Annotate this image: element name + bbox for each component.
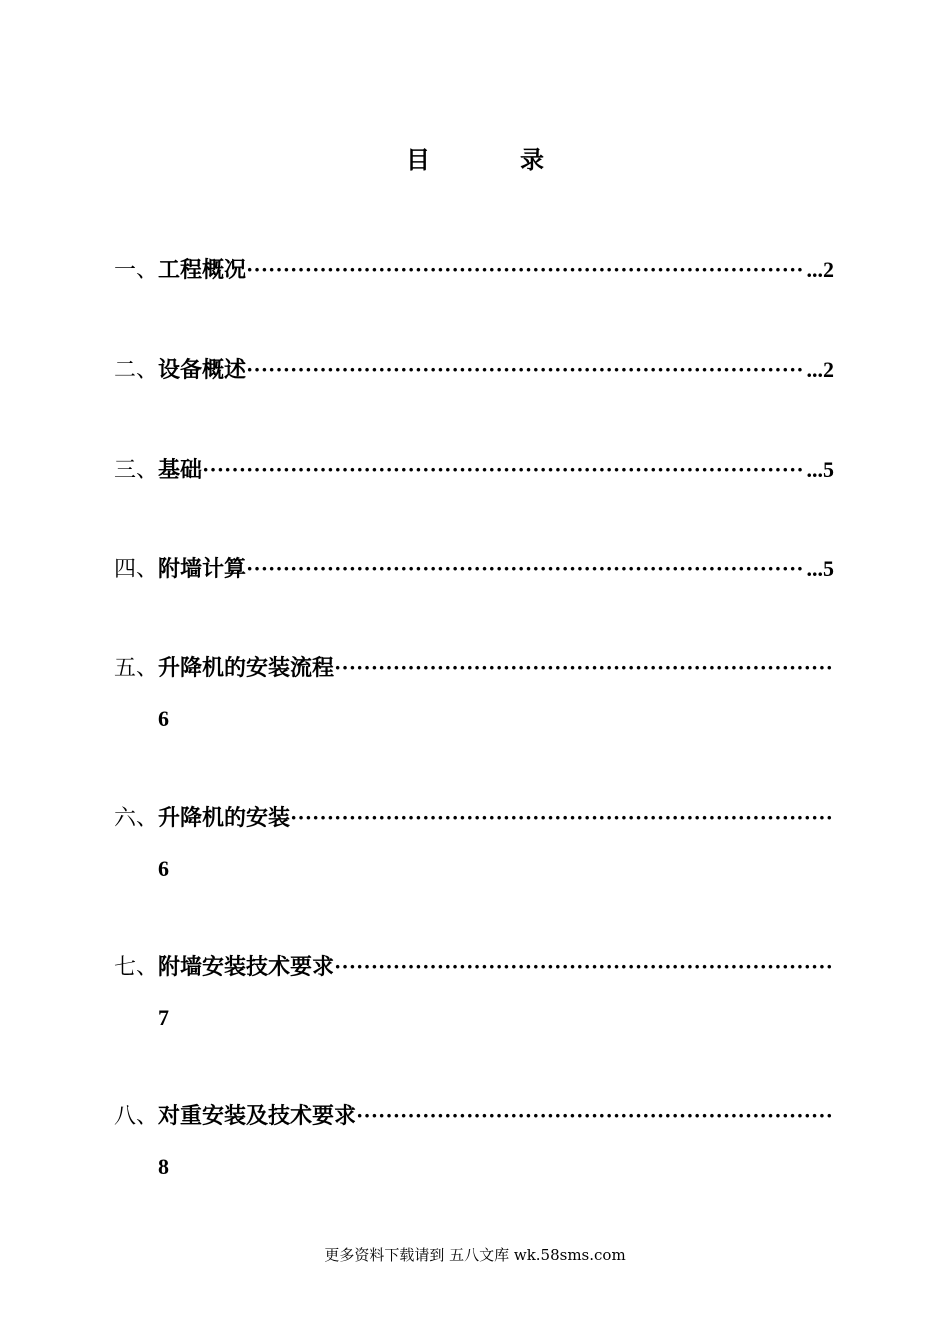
toc-entry-page: 8 (158, 1154, 169, 1179)
toc-entry-page: ...5 (806, 457, 834, 482)
toc-entry-label: 附墙计算 (158, 557, 247, 582)
toc-entry-number: 二、 (114, 358, 159, 383)
dot-leader (356, 1100, 832, 1132)
toc-entry-8[interactable] (114, 1100, 834, 1183)
toc-entry-page: ...5 (806, 556, 834, 581)
dot-leader (202, 454, 804, 486)
toc-title (0, 140, 950, 180)
dot-leader (334, 951, 832, 983)
toc-entry-number: 六、 (114, 806, 159, 831)
toc-entry-label: 基础 (158, 458, 203, 483)
toc-entry-1[interactable] (114, 254, 834, 287)
toc-entry-label: 对重安装及技术要求 (158, 1104, 357, 1129)
toc-entry-page: 6 (158, 706, 169, 731)
dot-leader (246, 553, 804, 585)
footer-note: 更多资料下载请到 五八文库 wk.58sms.com (324, 1246, 626, 1264)
toc-entry-number: 四、 (114, 557, 159, 582)
toc-entry-label: 升降机的安装流程 (158, 656, 335, 681)
toc-entry-page: 7 (158, 1005, 169, 1030)
dot-leader (246, 354, 804, 386)
toc-entry-7[interactable] (114, 951, 834, 1034)
toc-entry-number: 五、 (114, 656, 159, 681)
dot-leader (334, 652, 832, 684)
toc-entry-number: 三、 (114, 458, 159, 483)
toc-entry-label: 设备概述 (158, 358, 247, 383)
toc-entry-number: 一、 (114, 258, 159, 283)
toc-entry-label: 升降机的安装 (158, 806, 291, 831)
title-char-1: 目 (406, 146, 430, 174)
toc-entry-4[interactable] (114, 553, 834, 586)
toc-entry-label: 附墙安装技术要求 (158, 955, 335, 980)
toc-entry-page: 6 (158, 856, 169, 881)
toc-entry-page: ...2 (806, 357, 834, 382)
toc-entry-label: 工程概况 (158, 258, 247, 283)
dot-leader (246, 254, 804, 286)
toc-entry-number: 八、 (114, 1104, 159, 1129)
toc-entry-6[interactable] (114, 802, 834, 885)
toc-entry-2[interactable] (114, 354, 834, 387)
title-char-2: 录 (520, 146, 544, 174)
toc-entry-5[interactable] (114, 652, 834, 735)
dot-leader (290, 802, 832, 834)
toc-entry-3[interactable] (114, 454, 834, 487)
toc-entry-number: 七、 (114, 955, 159, 980)
toc-entry-page: ...2 (806, 257, 834, 282)
